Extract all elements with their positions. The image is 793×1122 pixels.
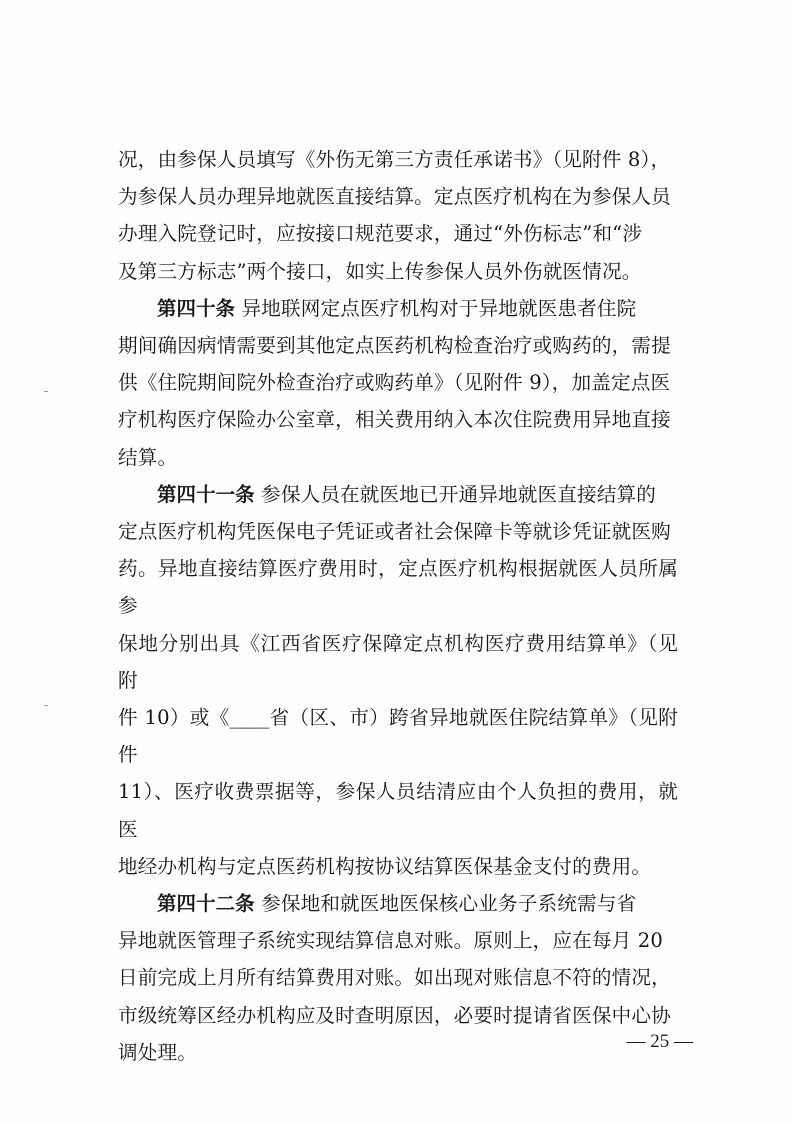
text-line: 定点医疗机构凭医保电子凭证或者社会保障卡等就诊凭证就医购 <box>118 520 671 544</box>
text-line: 供《住院期间院外检查治疗或购药单》（见附件 9），加盖定点医 <box>118 371 671 395</box>
text-line: 调处理。 <box>118 1040 197 1064</box>
article-number: 第四十一条 <box>157 482 255 506</box>
scan-margin-mark <box>44 391 48 392</box>
scan-margin-mark <box>44 705 48 706</box>
paragraph-article-41 <box>118 476 678 885</box>
text-line-rest: 参保地和就医地医保核心业务子系统需与省 <box>254 892 637 916</box>
text-line: 市级统筹区经办机构应及时查明原因，必要时提请省医保中心协 <box>118 1003 671 1027</box>
text-line: 办理入院登记时，应按接口规范要求，通过“外伤标志”和“涉 <box>118 222 643 246</box>
text-line <box>118 885 678 922</box>
text-line: 日前完成上月所有结算费用对账。如出现对账信息不符的情况， <box>118 966 671 990</box>
text-line: 况，由参保人员填写《外伤无第三方责任承诺书》（见附件 8）， <box>118 148 671 171</box>
text-line: 件 10）或《____省（区、市）跨省异地就医住院结算单》（见附件 <box>118 706 678 767</box>
paragraph-article-42 <box>118 885 678 1071</box>
body-text <box>118 141 678 1071</box>
text-line: 为参保人员办理异地就医直接结算。定点医疗机构在为参保人员 <box>118 185 671 209</box>
article-number: 第四十二条 <box>157 892 255 916</box>
text-line <box>118 290 678 327</box>
text-line: 异地就医管理子系统实现结算信息对账。原则上，应在每月 20 <box>118 929 663 953</box>
text-line-rest: 参保人员在就医地已开通异地就医直接结算的 <box>254 482 656 506</box>
text-line: 疗机构医疗保险办公室章，相关费用纳入本次住院费用异地直接 <box>118 408 671 432</box>
text-line: 及第三方标志”两个接口，如实上传参保人员外伤就医情况。 <box>118 259 642 283</box>
text-line: 结算。 <box>118 445 178 469</box>
text-line-rest: 异地联网定点医疗机构对于异地就医患者住院 <box>235 296 637 320</box>
paragraph-article-40 <box>118 290 678 476</box>
text-line: 期间确因病情需要到其他定点医药机构检查治疗或购药的，需提 <box>118 334 671 358</box>
article-number: 第四十条 <box>157 296 236 320</box>
text-line: 药。异地直接结算医疗费用时，定点医疗机构根据就医人员所属参 <box>118 557 678 618</box>
text-line: 11）、医疗收费票据等，参保人员结清应由个人负担的费用，就医 <box>118 780 678 841</box>
paragraph-continuation <box>118 141 678 290</box>
text-line: 保地分别出具《江西省医疗保障定点机构医疗费用结算单》（见附 <box>118 631 678 692</box>
text-line: 地经办机构与定点医药机构按协议结算医保基金支付的费用。 <box>118 854 652 878</box>
page-number: — 25 — <box>626 1031 693 1052</box>
text-line <box>118 476 678 513</box>
